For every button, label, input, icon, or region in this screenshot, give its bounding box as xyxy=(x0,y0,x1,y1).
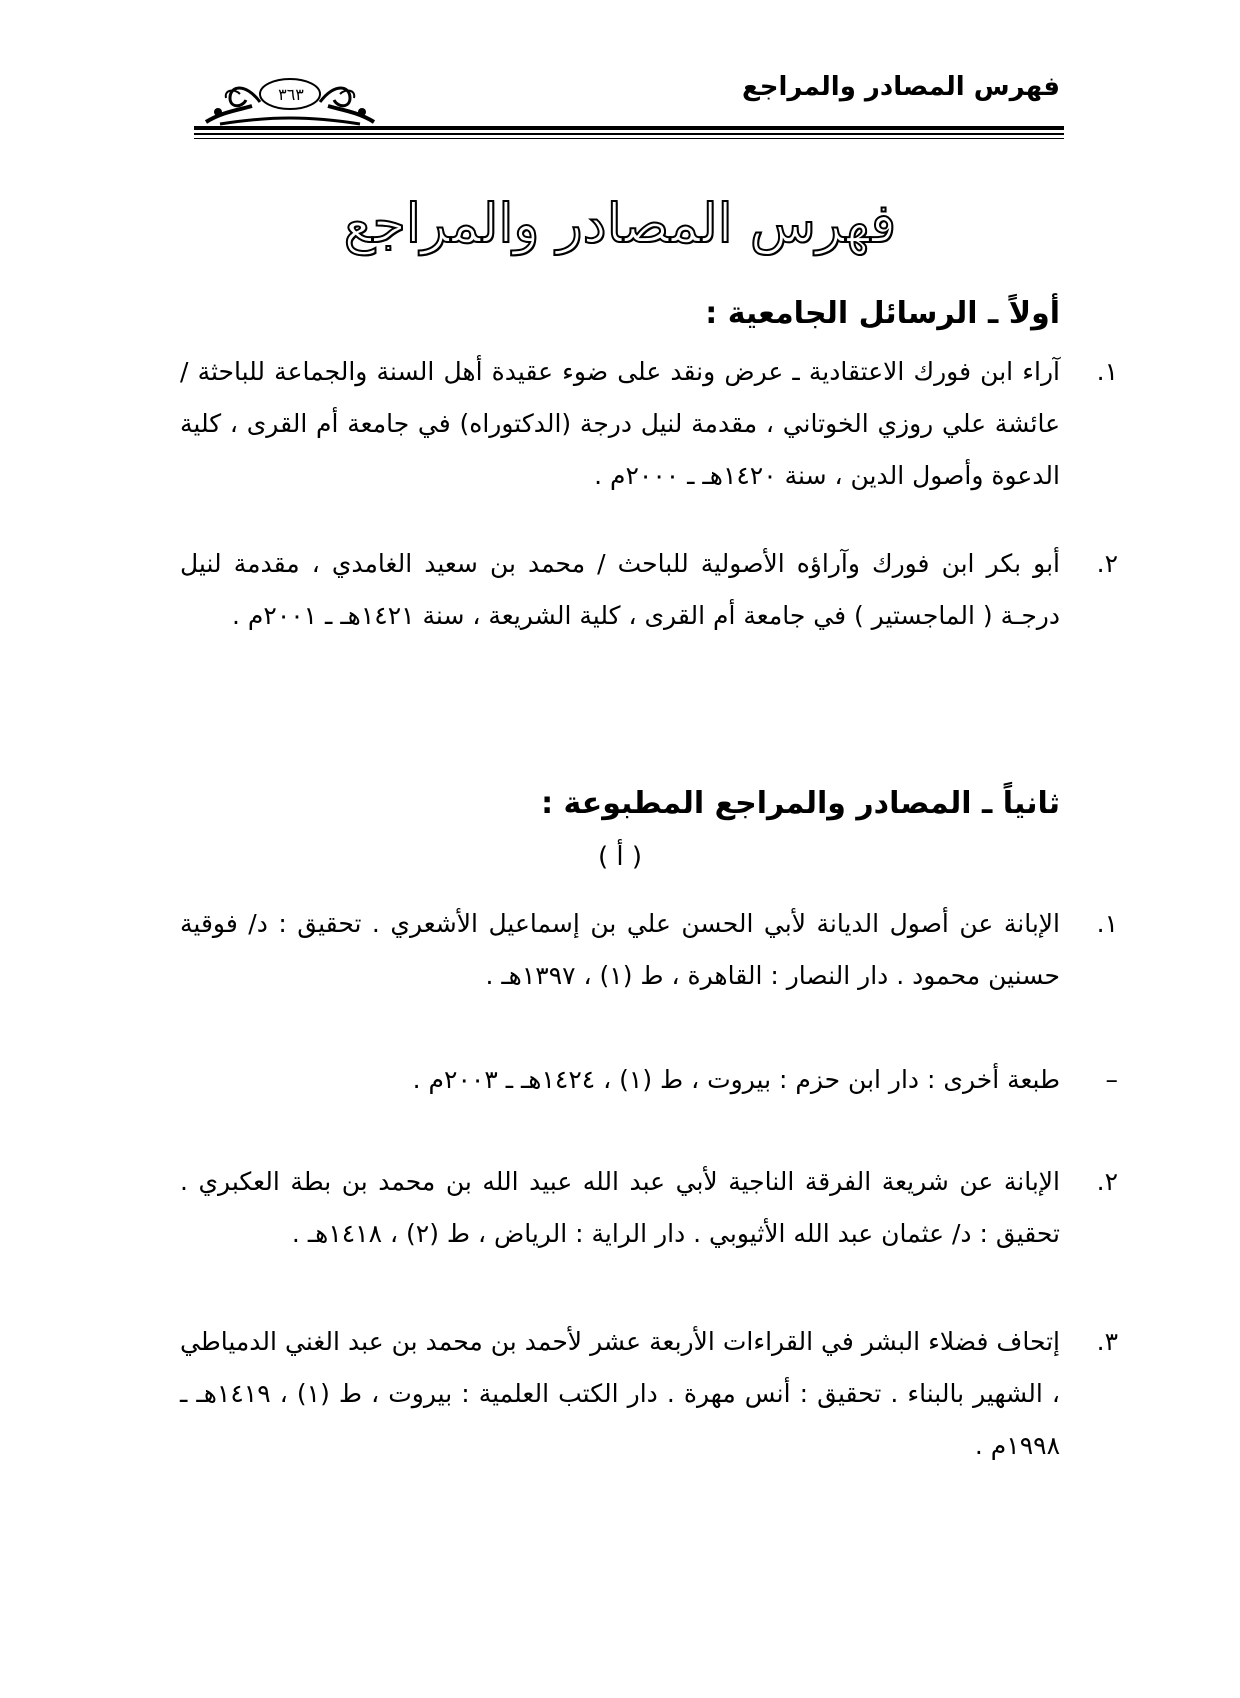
item-number: ٢. xyxy=(1096,549,1118,578)
list-item xyxy=(180,898,1118,1002)
list-item xyxy=(180,346,1118,502)
item-text: آراء ابن فورك الاعتقادية ـ عرض ونقد على ضوء عقيدة أهل السنة والجماعة للباحثة / عائشة علي روزي الخوتاني ، مقدمة لنيل درجة (الدكتوراه) في جامعة أم القرى ، كلية الدعوة وأصول الدين ، سنة ١٤٢٠هـ ـ ٢٠٠٠م . xyxy=(180,357,1060,490)
page-number-ornament xyxy=(200,72,380,128)
item-number: ١. xyxy=(1096,909,1118,938)
subitem-dash: – xyxy=(1105,1065,1118,1094)
list-item xyxy=(180,1316,1118,1472)
list-item xyxy=(180,538,1118,642)
section-heading-theses: أولاً ـ الرسائل الجامعية : xyxy=(705,296,1060,331)
page-number: ٣٦٣ xyxy=(278,85,304,104)
item-text: أبو بكر ابن فورك وآراؤه الأصولية للباحث / محمد بن سعيد الغامدي ، مقدمة لنيل درجـة ( الماجستير ) في جامعة أم القرى ، كلية الشريعة ، سنة ١٤٢١هـ ـ ٢٠٠١م . xyxy=(180,549,1060,630)
header-rule-hairline xyxy=(194,138,1064,139)
header-rule-thick xyxy=(194,126,1064,130)
alphabet-letter-label: ( أ ) xyxy=(597,842,643,872)
item-number: ٢. xyxy=(1096,1167,1118,1196)
subitem-text: طبعة أخرى : دار ابن حزم : بيروت ، ط (١) ، ١٤٢٤هـ ـ ٢٠٠٣م . xyxy=(412,1065,1060,1094)
item-text: إتحاف فضلاء البشر في القراءات الأربعة عشر لأحمد بن محمد بن عبد الغني الدمياطي ، الشهير بالبناء . تحقيق : أنس مهرة . دار الكتب العلمية : بيروت ، ط (١) ، ١٤١٩هـ ـ ١٩٩٨م . xyxy=(180,1327,1060,1460)
section-heading-printed-sources: ثانياً ـ المصادر والمراجع المطبوعة : xyxy=(541,786,1060,821)
item-number: ١. xyxy=(1096,357,1118,386)
list-subitem xyxy=(180,1054,1118,1106)
page-title: فهرس المصادر والمراجع xyxy=(343,192,897,255)
header-rule-thin xyxy=(194,133,1064,135)
list-item xyxy=(180,1156,1118,1260)
item-text: الإبانة عن أصول الديانة لأبي الحسن علي بن إسماعيل الأشعري . تحقيق : د/ فوقية حسنين محمود . دار النصار : القاهرة ، ط (١) ، ١٣٩٧هـ . xyxy=(180,909,1060,990)
item-number: ٣. xyxy=(1096,1327,1118,1356)
running-title: فهرس المصادر والمراجع xyxy=(742,72,1060,102)
item-text: الإبانة عن شريعة الفرقة الناجية لأبي عبد الله عبيد الله بن محمد بن بطة العكبري . تحقيق : د/ عثمان عبد الله الأثيوبي . دار الراية : الرياض ، ط (٢) ، ١٤١٨هـ . xyxy=(180,1167,1060,1248)
